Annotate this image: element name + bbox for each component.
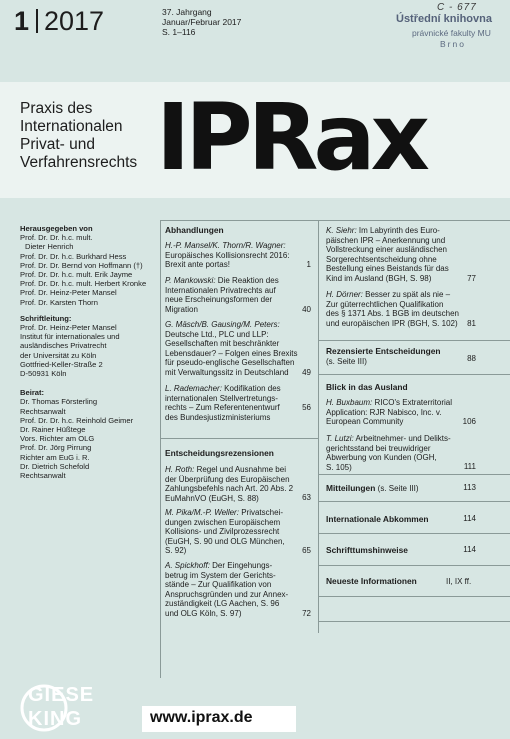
editorial-line: der Universität zu Köln	[20, 350, 97, 360]
toc-entry[interactable]: G. Mäsch/B. Gausing/M. Peters: Deutsche Ltd., PLC und LLP: Gesellschaften mit beschränkter Lebensdauer? – Folgen eines Brexits für pseudo-englische Gesellschaften mit Verwaltungssitz in Deutschland	[165, 320, 298, 377]
toc-entry[interactable]: P. Mankowski: Die Reaktion des Internationalen Privatrechts auf neue Erscheinungsformen der Migration	[165, 276, 279, 314]
publisher-name-bottom: KING	[28, 708, 82, 730]
issue-number: 1	[14, 6, 30, 36]
issue-info	[162, 7, 241, 37]
months: Januar/Februar 2017	[162, 17, 242, 27]
board-member: Dr. Rainer Hüßtege	[20, 425, 86, 435]
toc-entry[interactable]: H.-P. Mansel/K. Thorn/R. Wagner: Europäisches Kollisionsrecht 2016: Brexit ante portas!	[165, 241, 290, 270]
editor: Prof. Dr. Dr. h.c. mult. Herbert Kronke	[20, 279, 147, 289]
editor: Prof. Dr. Dr. h.c. mult.	[20, 233, 93, 243]
issue-year: 2017	[44, 6, 105, 36]
toc-page: 88	[467, 354, 476, 363]
section-entscheidungsrezensionen: Entscheidungsrezensionen	[165, 448, 274, 458]
toc-page: 1	[306, 260, 311, 269]
editorial-line: Institut für internationales und	[20, 332, 120, 342]
editor: Prof. Dr. Dr. h.c. mult. Erik Jayme	[20, 270, 133, 280]
title-line: Verfahrensrechts	[20, 154, 138, 171]
editorial-heading: Schriftleitung:	[20, 313, 72, 323]
stamp-line1: Ústřední knihovna	[396, 13, 492, 25]
journal-logo: IPRax	[156, 84, 425, 191]
masthead	[20, 224, 155, 480]
editorial-line: Gottfried-Keller-Straße 2	[20, 359, 103, 369]
section-rule	[318, 340, 510, 341]
column-divider	[318, 220, 319, 633]
toc-entry[interactable]: T. Lutzi: Arbeitnehmer- und Delikts- gerichtsstand bei treuwidriger Abwerbung von Kunden (OGH, S. 105)	[326, 434, 451, 472]
toc-page: 114	[463, 514, 476, 523]
editorial-line: D-50931 Köln	[20, 369, 67, 379]
toc-entry[interactable]: H. Buxbaum: RICO's Extraterritorial Application: RJR Nabisco, Inc. v. European Community	[326, 398, 453, 427]
section-abkommen[interactable]: Internationale Abkommen	[326, 514, 429, 524]
editors-heading: Herausgegeben von	[20, 224, 93, 233]
section-rule	[318, 374, 510, 375]
editorial-line: Prof. Dr. Heinz-Peter Mansel	[20, 323, 117, 333]
toc-page: 106	[462, 417, 476, 426]
toc-entry[interactable]: A. Spickhoff: Der Eingehungs- betrug im System der Gerichts- stände – Zur Qualifikation von Anspruchsgründen und zur Annex- zuständigkeit (LG Aachen, S. 96 und OLG Köln, S. 97)	[165, 561, 289, 618]
editor: Prof. Dr. Karsten Thorn	[20, 297, 98, 307]
toc-entry[interactable]: M. Pika/M.-P. Weller: Privatschei- dungen zwischen Europäischem Kollisions- und Zivilprozessrecht (EuGH, S. 90 und OLG München, S. 92)	[165, 508, 285, 556]
section-schrifttum[interactable]: Schrifttumshinweise	[326, 545, 408, 555]
publisher-name-top: GIESE	[28, 684, 95, 706]
editor: Prof. Dr. Dr. Bernd von Hoffmann (†)	[20, 260, 143, 270]
toc-page: 72	[302, 609, 311, 618]
issue-divider	[36, 9, 38, 33]
editor: Prof. Dr. Heinz-Peter Mansel	[20, 288, 117, 298]
toc-page: 63	[302, 493, 311, 502]
website-link[interactable]: www.iprax.de	[150, 709, 253, 726]
stamp-line2: právnické fakulty MU	[412, 28, 491, 38]
section-neueste[interactable]: Neueste Informationen	[326, 576, 417, 586]
board-member: Rechtsanwalt	[20, 406, 66, 416]
toc-page: II, IX ff.	[446, 577, 472, 586]
toc-page: 77	[467, 274, 476, 283]
toc-entry[interactable]: L. Rademacher: Kodifikation des internationalen Stellvertretungs- rechts – Zum Referentenentwurf des Bundesjustizministeriums	[165, 384, 281, 422]
stamp-code: C - 677	[437, 2, 477, 13]
toc-page: 81	[467, 319, 476, 328]
section-rule	[318, 596, 510, 597]
editorial-line: ausländisches Privatrecht	[20, 341, 107, 351]
stamp-line3: Brno	[440, 39, 466, 49]
toc-page: 114	[463, 545, 476, 554]
page-range: S. 1–116	[162, 27, 196, 37]
toc-page: 113	[463, 483, 476, 492]
board-member: Dr. Thomas Försterling	[20, 397, 98, 407]
section-rule	[318, 533, 510, 534]
title-line: Praxis des	[20, 100, 93, 117]
toc-page: 56	[302, 403, 311, 412]
board-member: Richter am EuG i. R.	[20, 452, 90, 462]
toc-page: 40	[302, 305, 311, 314]
section-rule	[318, 474, 510, 475]
toc-page: 111	[463, 462, 476, 471]
section-rule	[160, 438, 318, 439]
section-rule	[318, 565, 510, 566]
editor: Prof. Dr. Dr. h.c. Burkhard Hess	[20, 251, 127, 261]
toc-entry[interactable]: H. Roth: Regel und Ausnahme bei der Überprüfung des Europäischen Zahlungsbefehls nach Art. 20 Abs. 2 EuMahnVO (EuGH, S. 88)	[165, 465, 294, 503]
title-line: Internationalen	[20, 118, 123, 135]
section-blick: Blick in das Ausland	[326, 382, 408, 392]
volume: 37. Jahrgang	[162, 7, 212, 17]
toc-page: 65	[302, 546, 311, 555]
toc-entry[interactable]: K. Siehr: Im Labyrinth des Euro- päischen IPR – Anerkennung und Vollstreckung einer ausländischen Sorgerechtsentscheidung ohne Bestellung eines Beistands für das Kind im Ausland (BGH, S. 98)	[326, 226, 449, 283]
journal-title	[20, 100, 137, 172]
section-mitteilungen[interactable]: Mitteilungen (s. Seite III)	[326, 483, 419, 493]
editor: Dieter Henrich	[25, 242, 74, 252]
section-abhandlungen: Abhandlungen	[165, 225, 224, 235]
board-member: Prof. Dr. Dr. h.c. Reinhold Geimer	[20, 415, 134, 425]
top-rule	[160, 220, 510, 221]
section-rule	[318, 501, 510, 502]
section-rule	[318, 621, 510, 622]
board-heading: Beirat:	[20, 388, 45, 398]
board-member: Dr. Dietrich Schefold	[20, 461, 90, 471]
column-divider	[160, 220, 161, 678]
toc-entry[interactable]: H. Dörner: Besser zu spät als nie – Zur güterrechtlichen Qualifikation des § 1371 Abs. 1 BGB im deutschen und europäischen IPR (BGH, S. 102)	[326, 290, 459, 328]
board-member: Vors. Richter am OLG	[20, 434, 95, 444]
rezensierte-sub: (s. Seite III)	[326, 357, 367, 366]
board-member: Prof. Dr. Jörg Pirrung	[20, 443, 92, 453]
title-line: Privat- und	[20, 136, 95, 153]
toc-page: 49	[302, 368, 311, 377]
section-rezensierte[interactable]: Rezensierte Entscheidungen	[326, 346, 441, 356]
board-member: Rechtsanwalt	[20, 471, 66, 481]
